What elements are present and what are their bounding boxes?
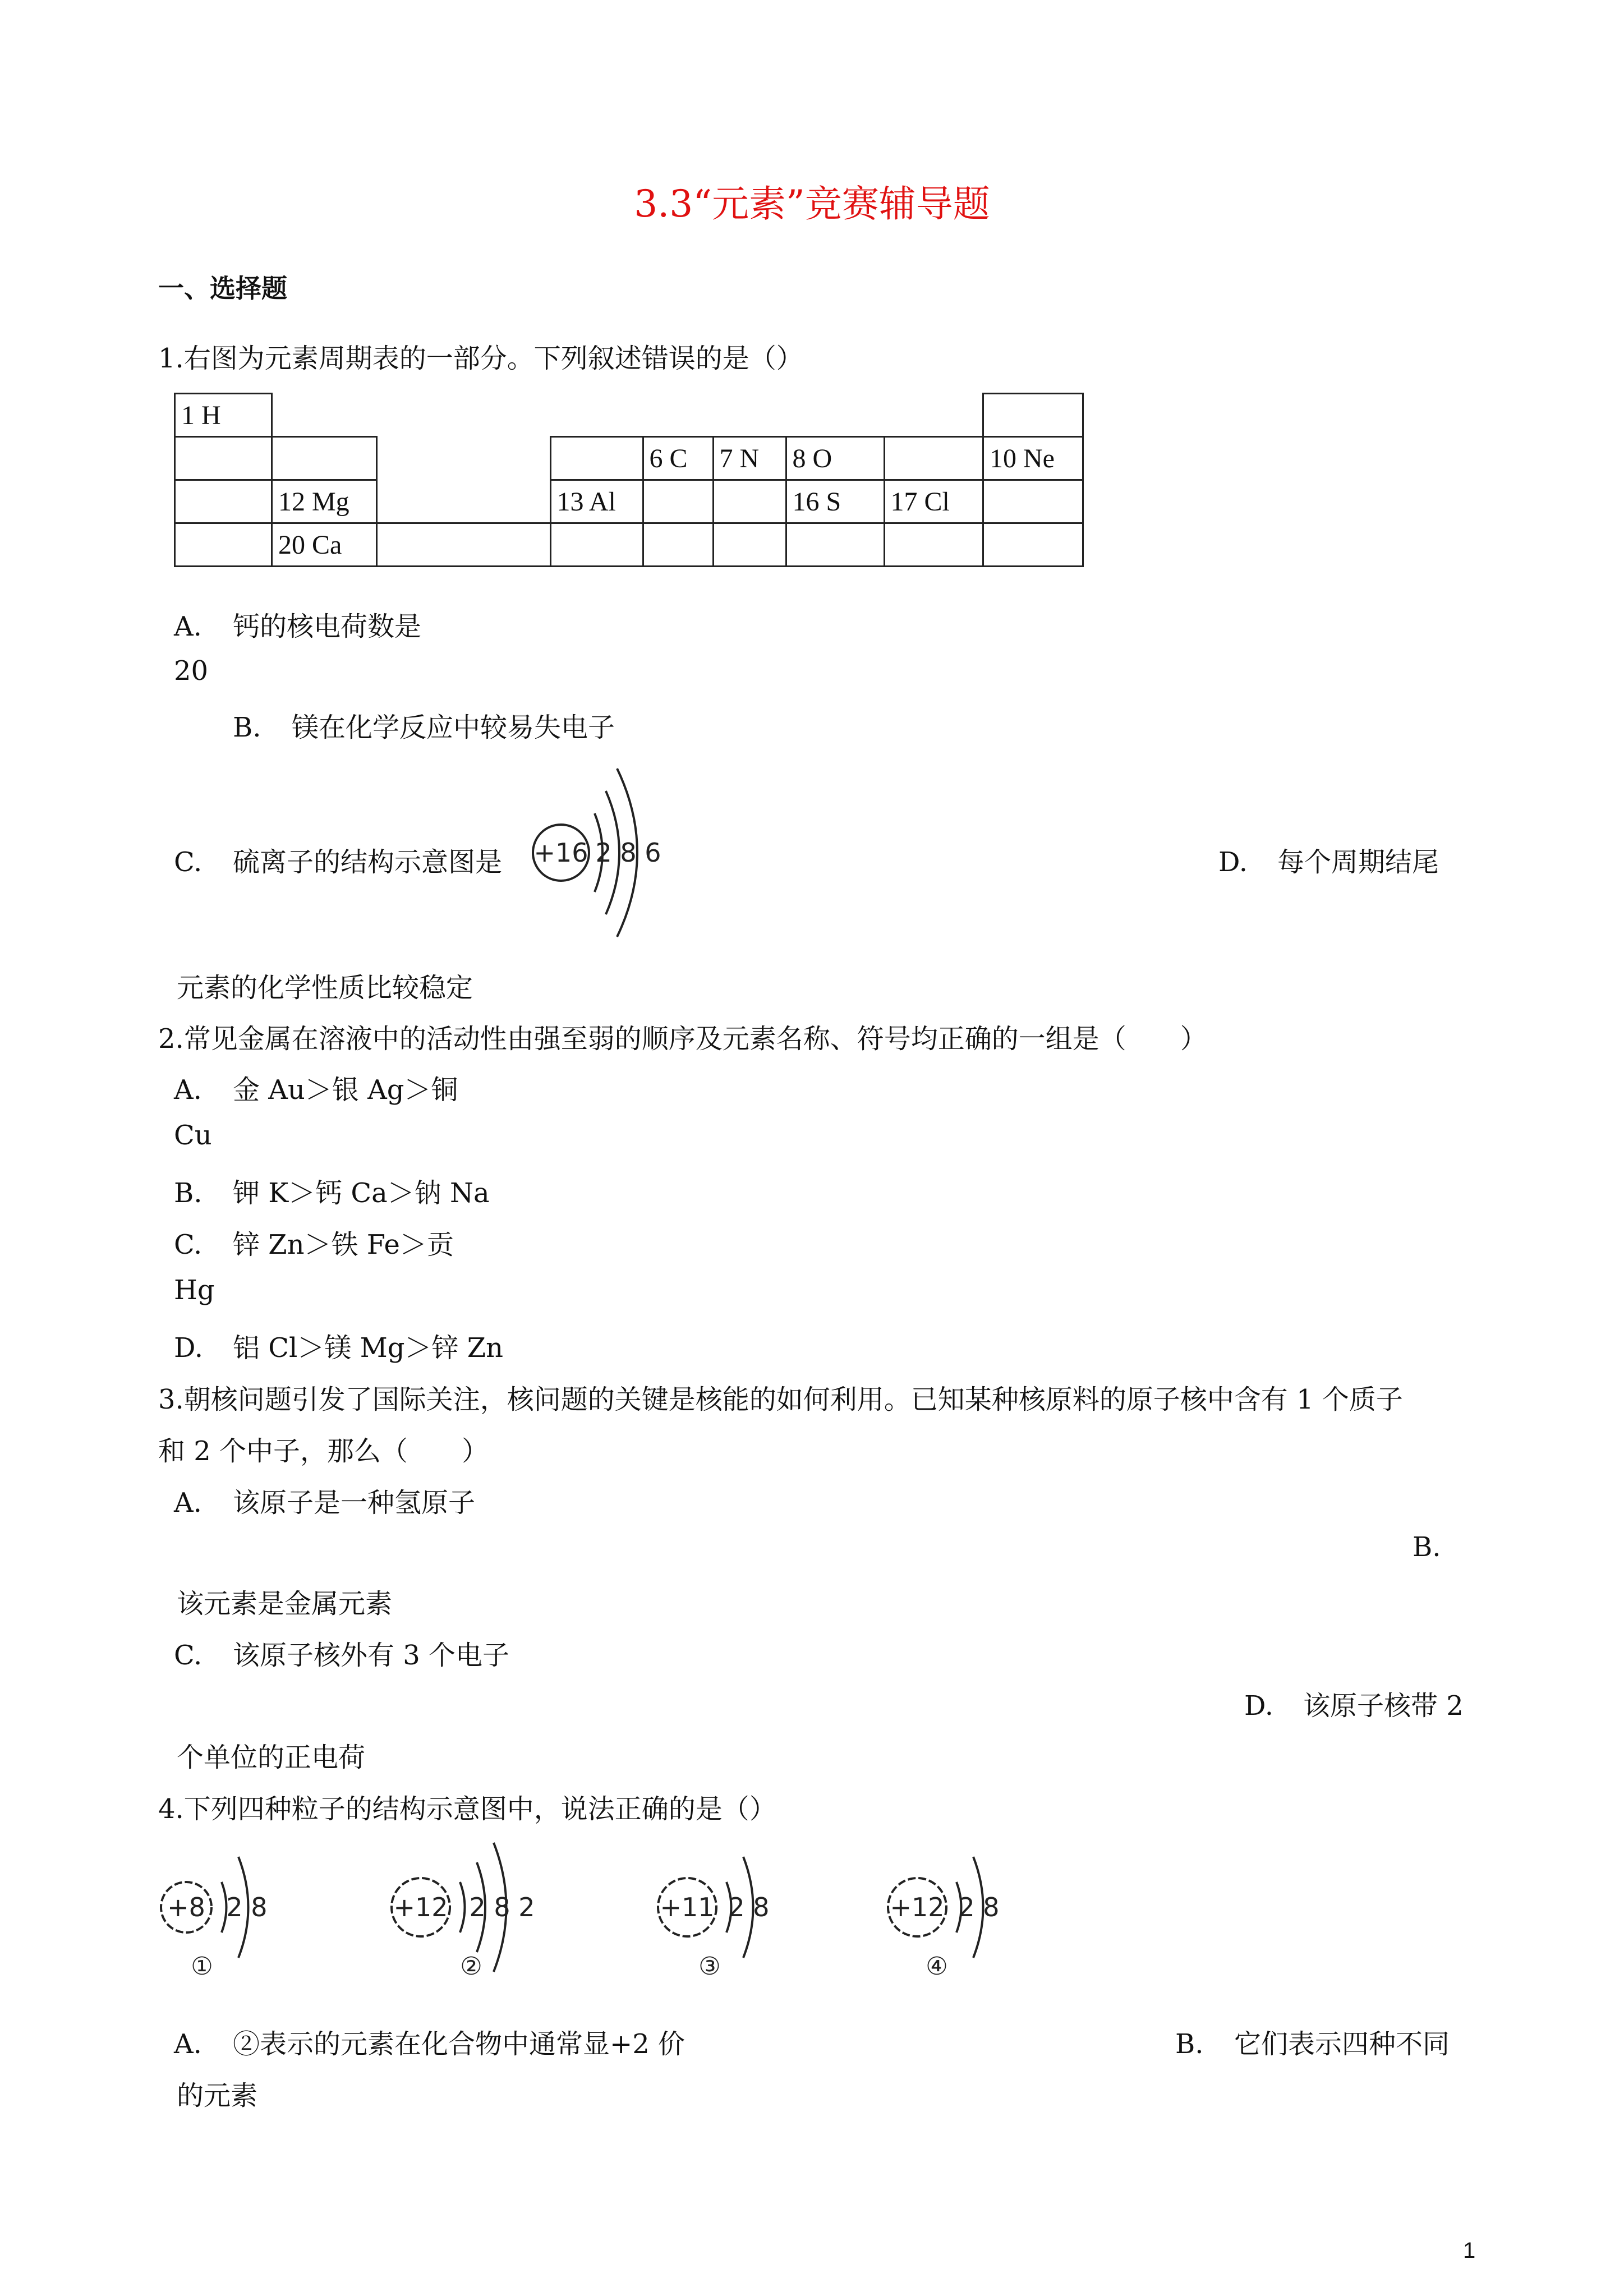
- q1-option-b: B. 镁在化学反应中较易失电子: [233, 712, 615, 743]
- particle-diagram-4: [878, 1834, 1035, 2003]
- shell-electrons: 2 8: [728, 1892, 770, 1922]
- nucleus-label: +12: [393, 1892, 448, 1922]
- q1-option-c: C. 硫离子的结构示意图是: [174, 846, 503, 878]
- q1-option-a: A. 钙的核电荷数是: [174, 611, 422, 642]
- q2-option-d: D. 铝 Cl＞镁 Mg＞锌 Zn: [174, 1332, 503, 1364]
- shell-electrons: 2 8 2: [469, 1892, 535, 1922]
- cell-n: 7 N: [713, 437, 786, 480]
- q3-option-b-label: B.: [1413, 1531, 1441, 1563]
- q1-option-d: D. 每个周期结尾: [1218, 846, 1439, 878]
- cell-h: 1 H: [175, 394, 272, 437]
- q2-option-b: B. 钾 K＞钙 Ca＞钠 Na: [174, 1177, 490, 1209]
- q1-option-a-cont: 20: [174, 655, 209, 687]
- page-number: 1: [1463, 2238, 1476, 2263]
- cell-mg: 12 Mg: [272, 480, 377, 523]
- q3-option-d: D. 该原子核带 2: [1244, 1690, 1464, 1722]
- nucleus-label: +8: [167, 1892, 205, 1922]
- cell-s: 16 S: [786, 480, 884, 523]
- cell-empty: [983, 394, 1083, 437]
- q1-option-d-cont: 元素的化学性质比较稳定: [177, 972, 473, 1004]
- q3-option-d-cont: 个单位的正电荷: [177, 1742, 366, 1773]
- q2-option-c-cont: Hg: [174, 1274, 215, 1306]
- q4-option-b: B. 它们表示四种不同: [1175, 2028, 1450, 2060]
- page-title: 3.3“元素”竞赛辅导题: [634, 182, 990, 226]
- shell-electrons: 2 8: [226, 1892, 268, 1922]
- cell-al: 13 Al: [550, 480, 643, 523]
- q3-option-b: 该元素是金属元素: [177, 1588, 393, 1619]
- cell-ca: 20 Ca: [272, 523, 377, 567]
- sulfur-ion-diagram: [527, 752, 673, 954]
- diagram-index: ①: [191, 1952, 213, 1981]
- periodic-table-fragment: [174, 393, 1084, 567]
- question-4-stem: 4.下列四种粒子的结构示意图中，说法正确的是（）: [158, 1793, 776, 1825]
- nucleus-label: +11: [660, 1892, 715, 1922]
- q3-option-a: A. 该原子是一种氢原子: [174, 1487, 476, 1519]
- nucleus-label: +12: [890, 1892, 945, 1922]
- question-2-stem: 2.常见金属在溶液中的活动性由强至弱的顺序及元素名称、符号均正确的一组是（ ）: [158, 1023, 1207, 1055]
- q4-option-a: A. ②表示的元素在化合物中通常显+2 价: [174, 2028, 686, 2060]
- cell-ne: 10 Ne: [983, 437, 1083, 480]
- q4-option-b-cont: 的元素: [177, 2080, 258, 2111]
- q2-option-a-cont: Cu: [174, 1120, 212, 1151]
- q2-option-a: A. 金 Au＞银 Ag＞铜: [174, 1074, 458, 1106]
- nucleus-label: +16: [533, 838, 588, 868]
- diagram-index: ②: [460, 1952, 482, 1981]
- question-3-stem-line2: 和 2 个中子，那么（ ）: [158, 1435, 489, 1467]
- particle-diagram-3: [648, 1834, 805, 2003]
- question-3-stem-line1: 3.朝核问题引发了国际关注，核问题的关键是核能的如何利用。已知某种核原料的原子核中含有 1 个质子: [158, 1384, 1403, 1415]
- diagram-index: ④: [926, 1952, 948, 1981]
- shell-electrons: 2 8: [958, 1892, 1000, 1922]
- diagram-index: ③: [698, 1952, 721, 1981]
- cell-c: 6 C: [643, 437, 713, 480]
- cell-o: 8 O: [786, 437, 884, 480]
- section-heading: 一、选择题: [158, 273, 287, 303]
- shell-electrons: 2 8 6: [595, 838, 661, 868]
- particle-diagram-1: [151, 1834, 309, 2003]
- q2-option-c: C. 锌 Zn＞铁 Fe＞贡: [174, 1229, 454, 1260]
- particle-diagram-2: [381, 1834, 567, 2003]
- cell-cl: 17 Cl: [884, 480, 983, 523]
- question-1-stem: 1.右图为元素周期表的一部分。下列叙述错误的是（）: [158, 343, 803, 374]
- q3-option-c: C. 该原子核外有 3 个电子: [174, 1640, 510, 1671]
